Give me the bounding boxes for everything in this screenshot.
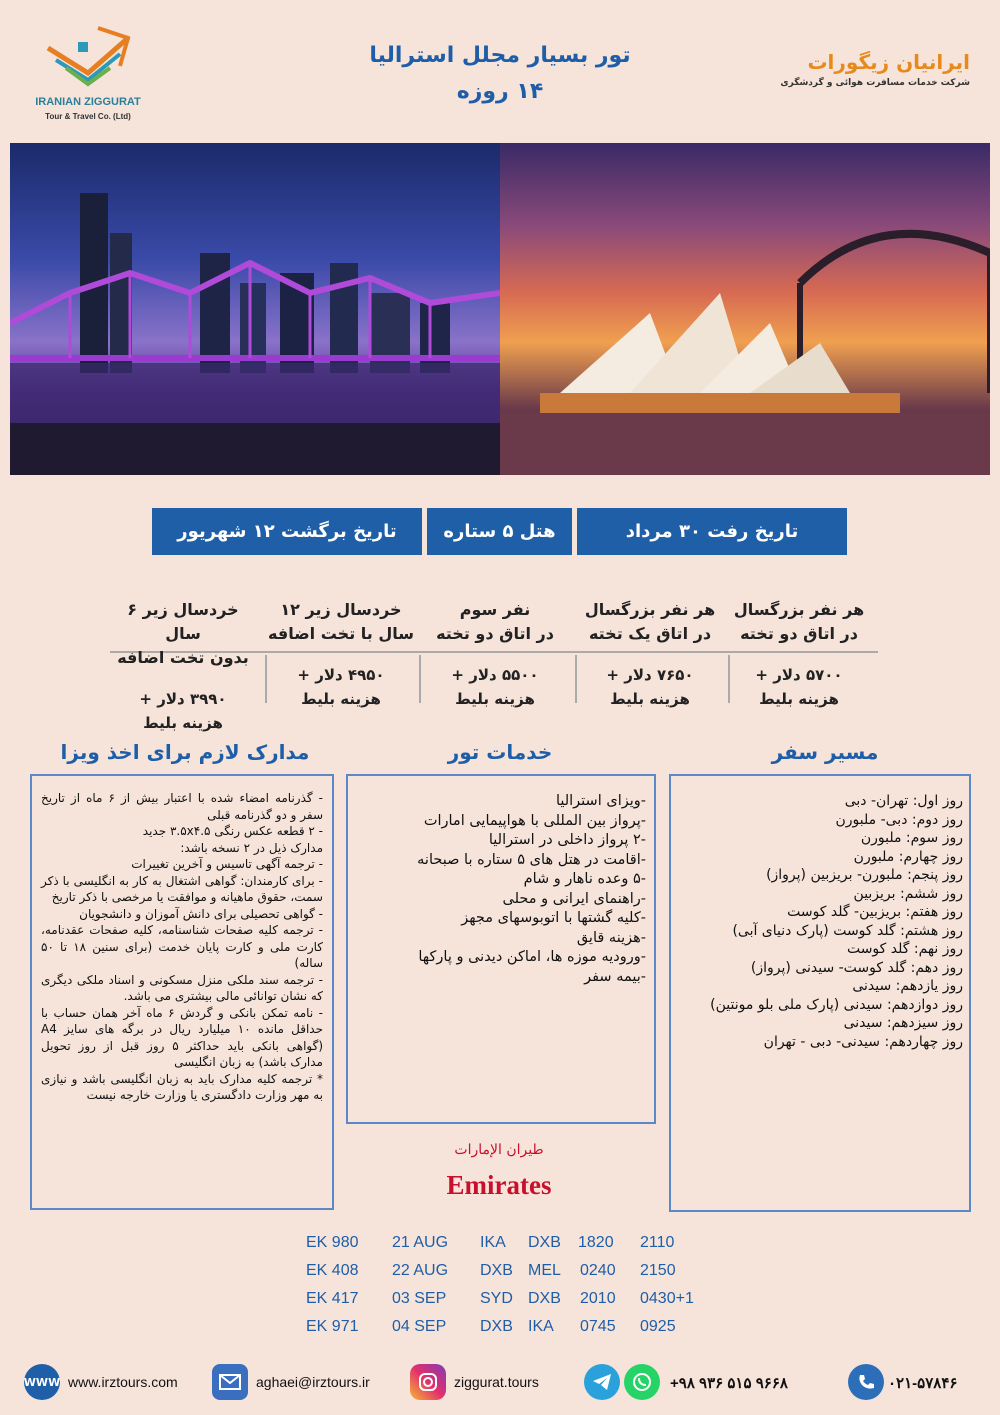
list-item: -راهنمای ایرانی و محلی (502, 890, 646, 907)
hero-photos (10, 143, 990, 475)
logo-subtext: Tour & Travel Co. (Ltd) (45, 112, 131, 121)
hotel-box: هتل ۵ ستاره (427, 508, 572, 555)
company-logo (28, 18, 148, 130)
flight-arrival-time: 0430+1 (640, 1290, 694, 1307)
price-label: هر نفر بزرگسال (733, 600, 865, 619)
brisbane-skyline-illustration (10, 143, 500, 475)
list-item: -ویزای استرالیا (555, 793, 646, 809)
price-note: هزینه بلیط (301, 690, 381, 708)
list-item: -بیمه سفر (584, 968, 646, 985)
emirates-logo (437, 1130, 561, 1210)
list-item: روز نهم: گلد کوست (846, 941, 963, 957)
sydney-photo (500, 143, 990, 475)
flight-destination: IKA (528, 1318, 554, 1335)
price-note: هزینه بلیط (759, 690, 839, 708)
emirates-arabic-logo: طيران الإمارات (454, 1142, 544, 1158)
document-item: - ترجمه کلیه صفحات شناسنامه، کلیه صفحات عقدنامه، کارت ملی و کارت پایان خدمت (برای سنین ۱۸ تا ۵۰ ساله) (41, 923, 323, 970)
flight-number: EK 417 (306, 1290, 359, 1307)
list-item: -کلیه گشتها با اتوبوسهای مجهز (461, 910, 646, 926)
brand-subtitle: شرکت خدمات مسافرت هوائی و گردشگری (780, 78, 970, 88)
list-item: -پرواز بین المللی با هواپیمایی امارات (423, 812, 646, 829)
list-item: روز هفتم: بریزبین- گلد کوست (787, 904, 963, 920)
price-note: هزینه بلیط (143, 714, 223, 732)
list-item: -اقامت در هتل های ۵ ستاره با صبحانه (417, 851, 646, 868)
brand-name: ایرانیان زیگورات (807, 50, 970, 74)
list-item: روز سوم: ملبورن (860, 830, 963, 846)
price-value: ۴۹۵۰ دلار + (297, 666, 385, 684)
documents-heading: مدارک لازم برای اخذ ویزا (60, 740, 310, 764)
list-item: روز دوم: دبی- ملبورن (835, 811, 963, 828)
list-item: روز دوازدهم: سیدنی (پارک ملی بلو مونتین) (710, 996, 963, 1013)
flight-number: EK 980 (306, 1234, 359, 1251)
price-value: ۵۵۰۰ دلار + (451, 666, 539, 684)
route-list (671, 776, 969, 1051)
flight-destination: DXB (528, 1290, 561, 1307)
departure-date-box: تاریخ رفت ۳۰ مرداد (577, 508, 847, 555)
price-label: خردسال زیر ۱۲ (280, 600, 402, 619)
document-item: - ۲ قطعه عکس رنگی ۳.۵x۴.۵ جدید (142, 824, 323, 838)
route-heading: مسیر سفر (771, 740, 879, 764)
price-note: هزینه بلیط (610, 690, 690, 708)
price-label: سال با تخت اضافه (268, 624, 414, 643)
flight-number: EK 971 (306, 1318, 359, 1335)
flight-departure-time: 0240 (580, 1262, 616, 1279)
flight-departure-time: 2010 (580, 1290, 616, 1307)
instagram-link[interactable]: ziggurat.tours (454, 1374, 539, 1390)
price-label: هر نفر بزرگسال (584, 600, 716, 619)
document-item: - ترجمه سند ملکی منزل مسکونی و اسناد ملکی دیگری که نشان توانائی مالی بیشتری می باشد. (41, 972, 323, 1003)
flight-date: 22 AUG (392, 1262, 449, 1279)
brisbane-photo (10, 143, 500, 475)
price-column-adult-double (724, 598, 874, 711)
logo-text: IRANIAN ZIGGURAT (35, 96, 141, 108)
list-item: -هزینه قایق (576, 929, 646, 946)
flight-departure-time: 1820 (578, 1234, 614, 1251)
list-item: روز دهم: گلد کوست- سیدنی (پرواز) (750, 959, 963, 976)
phone-number[interactable]: ۰۲۱-۵۷۸۴۶ (888, 1375, 958, 1392)
mobile-number[interactable]: +۹۸ ۹۳۶ ۵۱۵ ۹۶۶۸ (670, 1375, 788, 1392)
page-title (300, 38, 700, 110)
list-item: روز چهاردهم: سیدنی- دبی - تهران (763, 1033, 963, 1050)
document-item: - گواهی تحصیلی برای دانش آموزان و دانشجویان (79, 906, 323, 921)
price-label: در اتاق دو تخته (436, 624, 554, 643)
price-column-child-with-bed (266, 598, 416, 711)
list-item: روز هشتم: گلد کوست (پارک دنیای آبی) (732, 922, 963, 939)
email-link[interactable]: aghaei@irztours.ir (256, 1374, 370, 1390)
price-value: ۷۶۵۰ دلار + (606, 666, 694, 684)
document-item: * ترجمه کلیه مدارک باید به زبان انگلیسی باشد و نیازی به مهر وزارت دادگستری یا وزارت خارجه نیست (41, 1071, 323, 1102)
flight-arrival-time: 0925 (640, 1318, 676, 1335)
list-item: -۵ وعده ناهار و شام (523, 871, 646, 887)
flight-origin: SYD (480, 1290, 513, 1307)
price-column-child-no-bed (108, 598, 258, 735)
price-column-adult-single (575, 598, 725, 711)
email-icon (212, 1364, 248, 1400)
document-item: - نامه تمکن بانکی و گردش ۶ ماه آخر همان حساب با حداقل مانده ۱۰ میلیارد ریال در برگه های سایز A4 (گواهی بانکی باید حداکثر ۵ روز قبل از روز تحویل مدارک باشد) به زبان انگلیسی (41, 1005, 324, 1069)
route-panel (669, 774, 971, 1212)
flight-origin: DXB (480, 1262, 513, 1279)
title-line-1: تور بسیار مجلل استرالیا (369, 43, 631, 68)
price-label: خردسال زیر ۶ سال (127, 600, 239, 643)
flight-date: 04 SEP (392, 1318, 447, 1335)
list-item: روز پنجم: ملبورن- بریزبین (پرواز) (766, 867, 963, 883)
price-label: نفر سوم (459, 600, 531, 619)
document-item: - برای کارمندان: گواهی اشتغال به کار به انگلیسی با ذکر سمت، حقوق ماهیانه و موافقت یا مرخصی با ذکر تاریخ (41, 873, 323, 904)
list-item: روز یازدهم: سیدنی (852, 978, 963, 994)
emirates-wordmark: Emirates (446, 1170, 552, 1200)
flight-origin: DXB (480, 1318, 513, 1335)
flight-departure-time: 0745 (580, 1318, 616, 1335)
flight-arrival-time: 2150 (640, 1262, 676, 1279)
list-item: روز چهارم: ملبورن (853, 848, 963, 865)
flight-arrival-time: 2110 (640, 1234, 675, 1251)
telegram-icon (584, 1364, 620, 1400)
price-value: ۳۹۹۰ دلار + (139, 690, 227, 708)
sydney-opera-house-illustration (500, 143, 990, 475)
document-item: - ترجمه آگهی تاسیس و آخرین تغییرات (131, 857, 323, 871)
return-date-box: تاریخ برگشت ۱۲ شهریور (152, 508, 422, 555)
services-panel (346, 774, 656, 1124)
list-item: روز سیزدهم: سیدنی (843, 1015, 963, 1031)
whatsapp-icon (624, 1364, 660, 1400)
instagram-icon (410, 1364, 446, 1400)
list-item: روز اول: تهران- دبی (844, 793, 963, 809)
phone-icon (848, 1364, 884, 1400)
price-label: در اتاق یک تخته (588, 624, 712, 643)
document-item: - گذرنامه امضاء شده با اعتبار بیش از ۶ ماه از تاریخ سفر و دو گذرنامه قبلی (41, 791, 323, 822)
flight-date: 21 AUG (392, 1234, 449, 1251)
price-label: در اتاق دو تخته (740, 624, 858, 643)
services-heading: خدمات تور (447, 740, 553, 764)
ziggurat-logo-icon (28, 18, 148, 98)
flight-date: 03 SEP (392, 1290, 447, 1307)
list-item: -۲ پرواز داخلی در استرالیا (488, 832, 646, 848)
flight-destination: MEL (528, 1262, 561, 1279)
flight-destination: DXB (528, 1234, 561, 1251)
price-note: هزینه بلیط (455, 690, 535, 708)
globe-icon: WWW (24, 1364, 60, 1400)
documents-panel (30, 774, 334, 1210)
list-item: -ورودیه موزه ها، اماکن دیدنی و پارکها (418, 949, 646, 965)
price-label: بدون تخت اضافه (117, 648, 249, 667)
flight-origin: IKA (480, 1234, 506, 1251)
services-list (348, 776, 654, 987)
price-column-third-person (420, 598, 570, 711)
price-value: ۵۷۰۰ دلار + (755, 666, 843, 684)
list-item: روز ششم: بریزبین (853, 885, 963, 902)
title-line-2: ۱۴ روزه (456, 79, 544, 104)
website-link[interactable]: www.irztours.com (68, 1374, 178, 1390)
brand-block (780, 50, 970, 88)
flight-number: EK 408 (306, 1262, 359, 1279)
document-item: مدارک ذیل در ۲ نسخه باشد: (180, 840, 323, 855)
